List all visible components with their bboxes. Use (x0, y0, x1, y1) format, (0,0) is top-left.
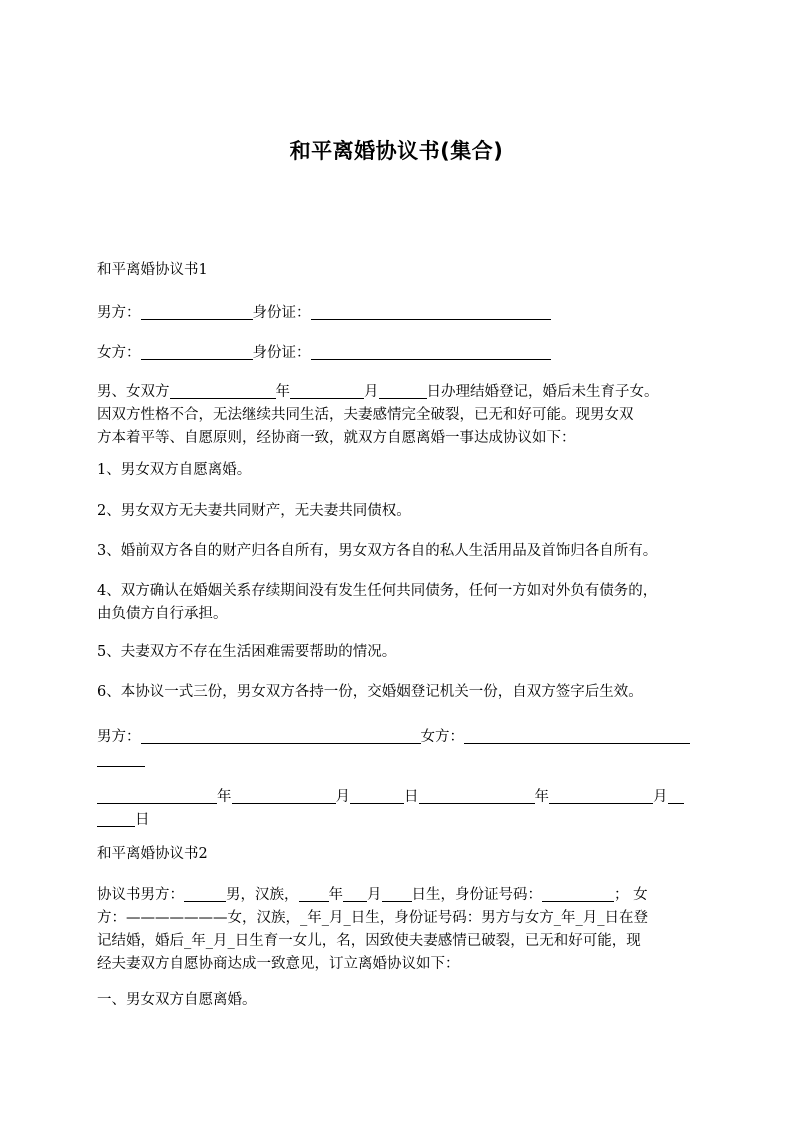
female-name-blank (141, 343, 253, 360)
male-date-day-blank (350, 787, 404, 804)
sign-female-blank (464, 727, 690, 744)
s2-year-label: 年 (328, 887, 343, 903)
marriage-day-blank (379, 382, 427, 399)
s2-male-name-blank (184, 885, 226, 902)
clause-2: 2、男女双方无夫妻共同财产，无夫妻共同债权。 (97, 503, 411, 519)
intro-month-label: 月 (364, 384, 379, 400)
section1-heading: 和平离婚协议书1 (97, 262, 208, 278)
s2-birth-day-blank (382, 885, 412, 902)
intro-year-label: 年 (275, 384, 290, 400)
sign-female-label: 女方： (420, 729, 464, 745)
female-label: 女方： (97, 345, 141, 361)
clause-4-row-1: 4、双方确认在婚姻关系存续期间没有发生任何共同债务，任何一方如对外负有债务的， (97, 583, 658, 599)
sign-male-label: 男方： (97, 729, 141, 745)
female-date-month-label: 月 (653, 789, 668, 805)
intro-row-3: 方本着平等、自愿原则，经协商一致，就双方自愿离婚一事达成协议如下： (97, 430, 576, 446)
male-date-year-blank (97, 787, 217, 804)
female-date-day-blank-cont (97, 810, 135, 827)
signature-block (97, 726, 705, 772)
intro-prefix: 男、女双方 (97, 384, 170, 400)
s2-male-ethnicity: 男，汉族， (226, 887, 299, 903)
female-info-line (97, 342, 551, 365)
female-id-label: 身份证： (252, 345, 311, 361)
s2-male-label: 协议书男方： (97, 887, 184, 903)
male-info-line (97, 302, 551, 325)
s2-month-label: 月 (367, 887, 382, 903)
marriage-year-blank (170, 382, 276, 399)
male-name-blank (141, 303, 253, 320)
clause-5: 5、夫妻双方不存在生活困难需要帮助的情况。 (97, 644, 397, 660)
male-date-month-blank (232, 787, 336, 804)
section2-heading: 和平离婚协议书2 (97, 846, 208, 862)
section2-row-2: 方：———————女，汉族，_年_月_日生，身份证号码：男方与女方_年_月_日在登 (97, 910, 648, 926)
female-date-year-blank (419, 787, 535, 804)
s2-id-label: 日生，身份证号码： (411, 887, 542, 903)
female-id-blank (311, 343, 551, 360)
female-date-month-blank (549, 787, 653, 804)
female-date-day-blank (668, 787, 684, 804)
dates-row-cont (97, 809, 705, 832)
section2-row-3: 记结婚，婚后_年_月_日生育一女儿，名，因致使夫妻感情已破裂，已无和好可能，现 (97, 933, 641, 949)
clause-4 (97, 580, 705, 626)
male-date-month-label: 月 (335, 789, 350, 805)
clause-4-row-2: 由负债方自行承担。 (97, 606, 228, 622)
clause-1: 1、男女双方自愿离婚。 (97, 462, 252, 478)
intro-paragraph (97, 381, 705, 450)
male-id-label: 身份证： (252, 305, 311, 321)
section2-row-4: 经夫妻双方自愿协商达成一致意见，订立离婚协议如下： (97, 956, 460, 972)
section2-paragraph (97, 884, 705, 976)
document-title: 和平离婚协议书(集合) (289, 139, 504, 163)
intro-suffix: 日办理结婚登记，婚后未生育子女。 (426, 384, 659, 400)
dates-row (97, 786, 705, 809)
female-date-day-label: 日 (135, 812, 150, 828)
intro-row-2: 因双方性格不合，无法继续共同生活，夫妻感情完全破裂，已无和好可能。现男女双 (97, 407, 634, 423)
signature-row-cont (97, 749, 705, 772)
section2-clause-1: 一、男女双方自愿离婚。 (97, 992, 257, 1008)
s2-birth-month-blank (343, 885, 367, 902)
male-date-day-label: 日 (404, 789, 419, 805)
clause-3: 3、婚前双方各自的财产归各自所有，男女双方各自的私人生活用品及首饰归各自所有。 (97, 543, 658, 559)
clause-6: 6、本协议一式三份，男女双方各持一份，交婚姻登记机关一份，自双方签字后生效。 (97, 684, 643, 700)
sign-female-blank-cont (97, 750, 145, 767)
marriage-month-blank (290, 382, 364, 399)
section2-row-1 (97, 884, 705, 907)
signature-row (97, 726, 705, 749)
s2-id-blank (542, 885, 614, 902)
s2-female-label-start: ； 女 (614, 887, 648, 903)
s2-birth-year-blank (299, 885, 329, 902)
signature-dates (97, 786, 705, 832)
male-date-year-label: 年 (217, 789, 232, 805)
male-id-blank (311, 303, 551, 320)
male-label: 男方： (97, 305, 141, 321)
sign-male-blank (141, 727, 421, 744)
female-date-year-label: 年 (534, 789, 549, 805)
intro-row-1 (97, 381, 705, 404)
